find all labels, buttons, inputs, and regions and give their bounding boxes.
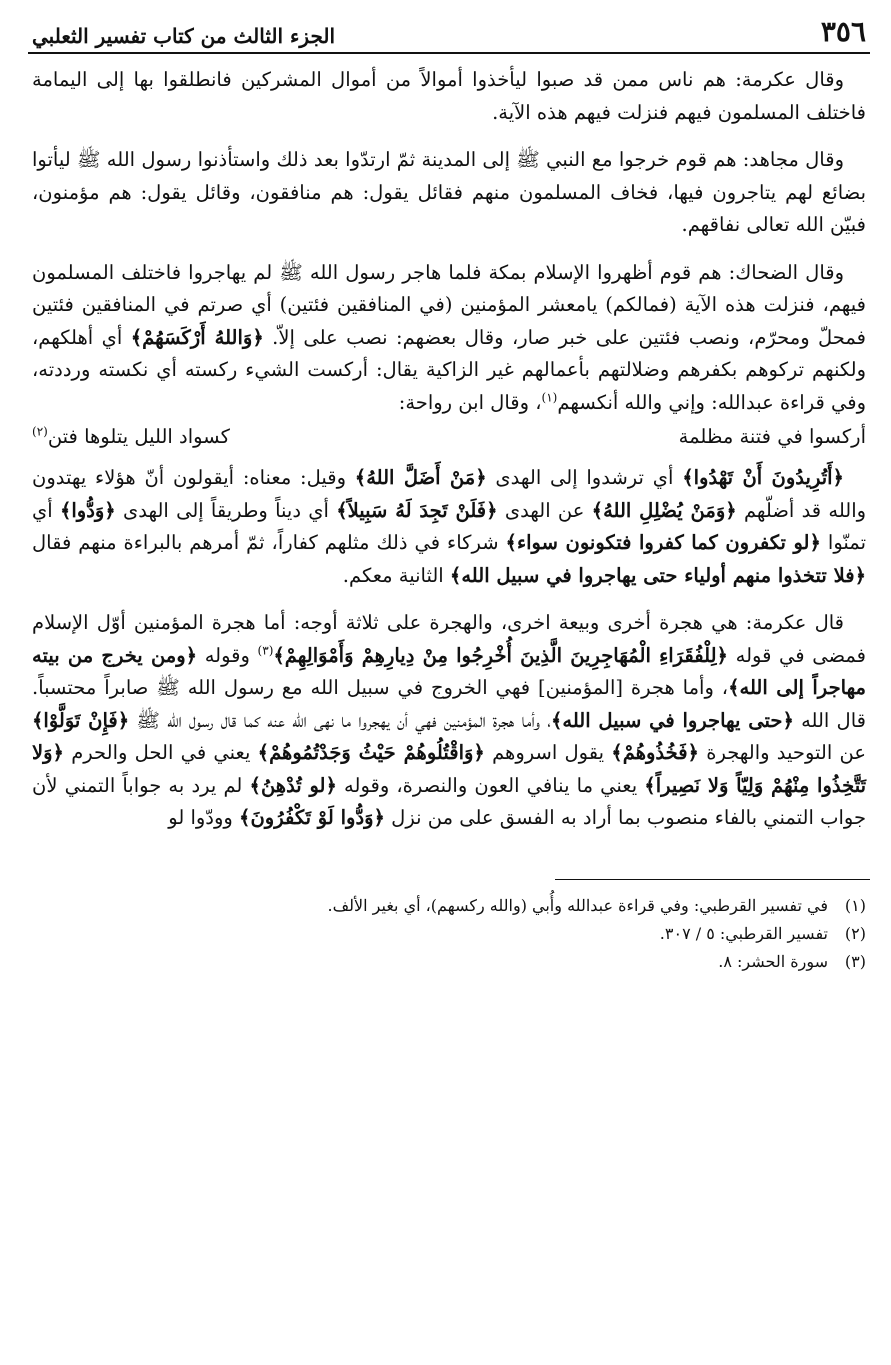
footnote-text: في تفسير القرطبي: وفي قراءة عبدالله وأُبي (والله ركسهم)، أي بغير الألف. bbox=[327, 895, 828, 915]
text-run: عن الهدى bbox=[504, 498, 585, 522]
footnote-3 bbox=[32, 948, 866, 976]
quran-verse: ﴿ومن يخرج من بيته مهاجراً إلى الله﴾ bbox=[32, 643, 866, 699]
text-run: وقال الضحاك: هم قوم أظهروا الإسلام بمكة فلما هاجر رسول الله ﷺ لم يهاجروا فاختلف المسلمون فيهم، فنزلت هذه الآية (فمالكم) يامعشر المؤمنين (في المنافقين فئتين) أي صرتم في المنافقين فئتين فمحلّ ومحرّم، ونصب فئتين على خبر صار، وقال بعضهم: نصب على إلاّ. bbox=[32, 260, 866, 349]
quran-verse: ﴿لو تُدْهِنُ﴾ bbox=[249, 773, 337, 797]
footnotes bbox=[28, 892, 870, 976]
body-text bbox=[28, 64, 870, 419]
text-run: لم يرد به جواباً التمني لأن جواب التمني بالفاء منصوب بما أراد به الفسق على من نزل bbox=[32, 773, 866, 829]
footnote-ref-3: (٣) bbox=[257, 643, 274, 657]
poem-verse bbox=[28, 425, 870, 448]
footnote-1 bbox=[32, 892, 866, 920]
quran-verse: ﴿مَنْ أَضَلَّ اللهُ﴾ bbox=[354, 466, 487, 489]
footnote-ref-2: (٢) bbox=[32, 424, 48, 439]
quran-verse: ﴿لو تكفرون كما كفروا فتكونون سواء﴾ bbox=[505, 531, 821, 554]
footnote-text: سورة الحشر: ٨. bbox=[718, 951, 828, 971]
text-run: وقيل: معناه: أيقولون أنّ هؤلاء يهتدون والله قد أضلّهم bbox=[32, 466, 867, 522]
text-run: يعني في الحل والحرم bbox=[71, 741, 251, 764]
footnote-number: (١) bbox=[844, 895, 866, 915]
quran-verse: ﴿وَمَنْ يُضْلِلِ اللهُ﴾ bbox=[591, 498, 737, 522]
body-text-continued bbox=[28, 462, 870, 835]
text-run: ، وقال ابن رواحة: bbox=[398, 390, 542, 414]
text-run: وودّوا لو bbox=[168, 806, 233, 829]
text-run: يعني ما ينافي العون والنصرة، وقوله bbox=[344, 773, 638, 797]
paragraph-dahhak bbox=[32, 257, 866, 420]
text-run: أي تمنّوا bbox=[32, 498, 866, 554]
quran-verse: ﴿لِلْفُقَرَاءِ الْمُهَاجِرِينَ الَّذِينَ أُخْرِجُوا مِنْ دِيارِهِمْ وَأَمْوَالِهِمْ﴾ bbox=[273, 643, 728, 667]
paragraph-commentary bbox=[32, 462, 866, 592]
footnote-2 bbox=[32, 920, 866, 948]
footnote-text: تفسير القرطبي: ٥ / ٣٠٧. bbox=[659, 923, 828, 943]
quran-verse: ﴿وَاللهُ أَرْكَسَهُمْ﴾ bbox=[130, 325, 264, 349]
footnote-divider bbox=[555, 879, 870, 880]
text-run: قال عكرمة: هي هجرة أخرى وبيعة اخرى، والهجرة على ثلاثة أوجه: أما هجرة المؤمنين أوّل الإسلام فمضى في قوله bbox=[32, 611, 866, 667]
text-run: شركاء في ذلك مثلهم كفاراً، ثمّ أمرهم بالبراءة منهم فقال bbox=[32, 531, 499, 554]
quran-verse: ﴿حتى يهاجروا في سبيل الله﴾ bbox=[550, 708, 794, 732]
quran-verse: ﴿وَاقْتُلُوهُمْ حَيْثُ وَجَدْتُمُوهُمْ﴾ bbox=[257, 741, 485, 764]
text-run: أي أهلكهم، ولكنهم تركوهم بكفرهم وضلالتهم بأعمالهم غير الزاكية يقال: أركست الشيء ركسته أي نكسته ورددته، وفي قراءة عبدالله: وإني والله أنكسهم bbox=[32, 325, 866, 414]
footnote-number: (٢) bbox=[844, 923, 866, 943]
text-run: أي ديناً وطريقاً إلى الهدى bbox=[122, 498, 329, 522]
hemistich-text: كسواد الليل يتلوها فتن bbox=[47, 425, 230, 448]
footnote-ref-1: (١) bbox=[541, 390, 558, 404]
quran-verse: ﴿وَدُّوا﴾ bbox=[59, 498, 116, 522]
text-run: وقوله bbox=[204, 643, 250, 667]
text-run: أي ترشدوا إلى الهدى bbox=[495, 466, 674, 489]
paragraph-hijra bbox=[32, 607, 866, 835]
quran-verse: ﴿وَلا تَتَّخِذُوا مِنْهُمْ وَلِيّاً وَلا نَصِيراً﴾ bbox=[32, 741, 867, 797]
page-number: ٣٥٦ bbox=[820, 15, 866, 48]
poem-hemistich-second bbox=[32, 425, 230, 448]
paragraph-mujahid: وقال مجاهد: هم قوم خرجوا مع النبي ﷺ إلى المدينة ثمّ ارتدّوا بعد ذلك واستأذنوا رسول الله ﷺ ليأتوا بضائع لهم يتاجرون فيها، فخاف المسلمون منهم فقائل يقول: هم منافقون، وقائل يقول: هم مؤمنون، فبيّن الله تعالى نفاقهم. bbox=[32, 148, 866, 236]
quran-verse: ﴿فلا تتخذوا منهم أولياء حتى يهاجروا في سبيل الله﴾ bbox=[449, 563, 866, 587]
book-page bbox=[28, 8, 870, 1348]
page-header bbox=[28, 8, 870, 54]
quran-verse: ﴿فَإِنْ تَوَلَّوْا﴾ bbox=[32, 708, 130, 732]
footnote-number: (٣) bbox=[844, 951, 866, 971]
poem-hemistich-first: أركسوا في فتنة مظلمة bbox=[678, 425, 866, 448]
text-run: ، وأما هجرة المؤمنين فهي أن يهجروا ما نهى الله عنه كما قال رسول الله ﷺ bbox=[136, 708, 551, 732]
quran-verse: ﴿أَتُرِيدُونَ أَنْ تَهْدُوا﴾ bbox=[682, 466, 844, 489]
quran-verse: ﴿وَدُّوا لَوْ تَكْفُرُونَ﴾ bbox=[239, 806, 385, 829]
text-run: عن التوحيد والهجرة bbox=[706, 741, 867, 764]
running-title: الجزء الثالث من كتاب تفسير الثعلبي bbox=[32, 24, 335, 48]
quran-verse: ﴿فَخُذُوهُمْ﴾ bbox=[611, 741, 699, 764]
quran-verse: ﴿فَلَنْ تَجِدَ لَهُ سَبِيلاً﴾ bbox=[336, 498, 498, 522]
text-run: يقول اسروهم bbox=[492, 741, 605, 764]
text-run: ، وأما هجرة [المؤمنين] فهي الخروج في سبيل الله مع رسول الله ﷺ صابراً محتسباً. قال الله bbox=[32, 676, 866, 732]
paragraph-ikrima: وقال عكرمة: هم ناس ممن قد صبوا ليأخذوا أموالاً من أموال المشركين فانطلقوا بها إلى اليمامة فاختلف المسلمون فيهم فنزلت فيهم هذه الآية. bbox=[32, 68, 866, 124]
text-run: الثانية معكم. bbox=[342, 563, 444, 587]
